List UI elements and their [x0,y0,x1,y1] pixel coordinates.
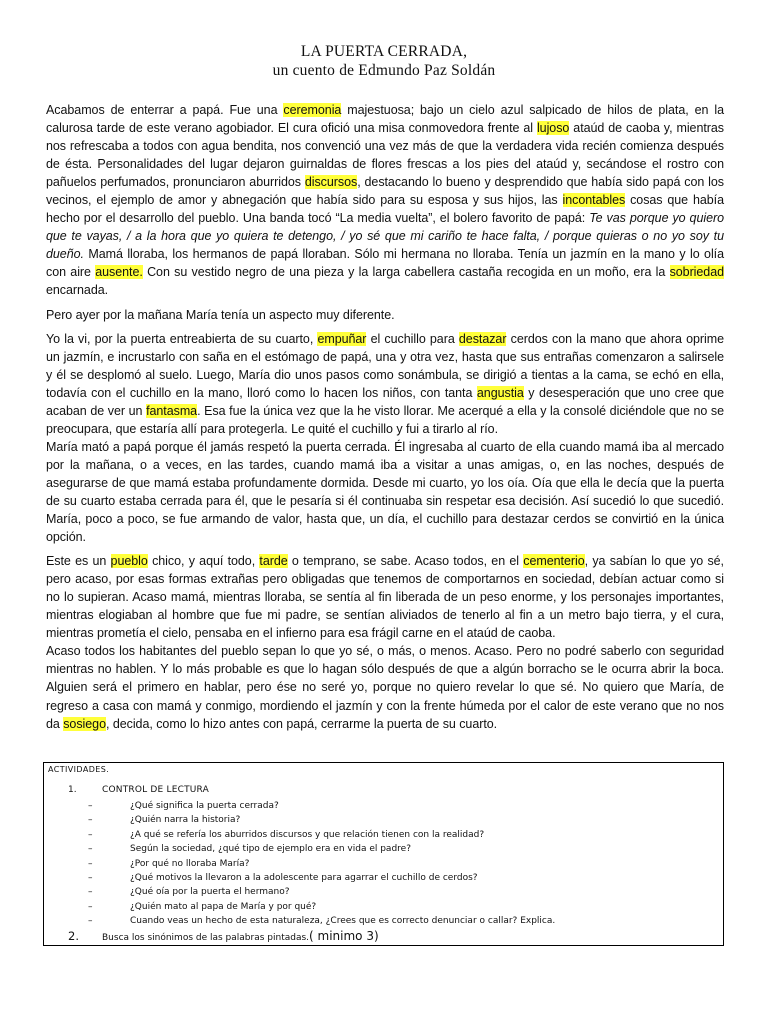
activities-label: ACTIVIDADES. [48,765,110,774]
highlighted-word: destazar [458,331,507,346]
text-segment: , ya sabían lo que yo sé, pero acaso, por esas formas extrañas pero obligadas que tenemos de comportarnos en sociedad, debían actuar como si no lo supieran. Acaso mamá, mientras lloraba, se sentía al fin liberada de un peso enorme, y los personajes importantes, mientras elogiaban al hombre que fue mi padre, se sentían aliviados de tenerlo al fin a un metro bajo tierra, y el cura, mientras prometía el cielo, pensaba en el infierno para esa frágil carne en el ataúd de caoba. [46,554,724,641]
text-segment: o temprano, se sabe. Acaso todos, en el [287,554,524,569]
highlighted-word: tarde [259,554,288,569]
item-2-note: ( minimo 3) [309,929,379,943]
text-segment: chico, y aquí todo, [147,554,260,569]
story-body [46,101,724,739]
question-text: ¿Qué motivos la llevaron a la adolescente para agarrar el cuchillo de cerdos? [130,872,478,883]
text-segment: el cuchillo para [366,331,459,346]
question-text: Según la sociedad, ¿qué tipo de ejemplo era en vida el padre? [130,844,411,855]
text-segment: cosas que había hecho por el desarrollo del pueblo. Una banda tocó “La media vuelta”, el bolero favorito de papá: [46,193,724,226]
highlighted-word: empuñar [317,331,367,346]
text-segment: majestuosa; bajo un cielo azul salpicado de hilos de plata, en la calurosa tarde de este verano agobiador. El cura ofició una misa conmovedora frente al [46,103,724,136]
text-segment: ataúd de caoba y, mientras nos refrescaba a todos con agua bendita, nos convenció una vez más de que la verdadera vida recién comienza después de ésta. Personalidades del lugar dejaron guirnaldas de flores frescas a los pies del ataúd y, secándose el rostro con pañuelos perfumados, pronunciaron aburridos [46,121,724,190]
bullet-dash: – [88,858,93,869]
highlighted-word: pueblo [110,554,148,569]
story-paragraph [46,330,724,438]
story-paragraph [46,438,724,546]
highlighted-word: sobriedad [669,265,725,280]
question-text: Cuando veas un hecho de esta naturaleza, ¿Crees que es correcto denunciar o callar? Explica. [130,916,556,927]
item-1-number: 1. [68,785,77,795]
bullet-dash: – [88,844,93,855]
text-segment: Pero ayer por la mañana María tenía un aspecto muy diferente. [46,307,395,322]
text-segment: cerdos con la mano que ahora oprime un jazmín, e incrustarlo con saña en el estómago de papá, una y otra vez, hasta que sus entrañas comenzaron a salirsele y él se desplomó al suelo. Luego, María dio unos pasos como sonámbula, se dirigió a tientas a la cama, se echó en ella, todavía con el cuchillo en la mano, lloró como lo hacen los niños, con tanta [46,331,724,400]
highlighted-word: cementerio [523,554,585,569]
text-segment: Este es un [46,554,111,569]
item-2-text: Busca los sinónimos de las palabras pintadas. [102,933,310,943]
story-paragraph [46,552,724,642]
bullet-dash: – [88,872,93,883]
activities-box [43,762,724,946]
question-text: ¿A qué se refería los aburridos discursos y que relación tienen con la realidad? [130,829,485,840]
story-paragraph [46,101,724,300]
question-item [88,842,555,856]
question-item [88,871,555,885]
text-segment: Yo la vi, por la puerta entreabierta de su cuarto, [46,331,318,346]
text-segment: María mató a papá porque él jamás respetó la puerta cerrada. Él ingresaba al cuarto de ella cuando mamá iba al mercado por la mañana, o a veces, en las tardes, cuando mamá iba a visitar a unas amigas, o, en las noches, después de asegurarse de que mamá estaba profundamente dormida. Desde mi cuarto, yo los oía. Oía que ella le decía que la puerta de su cuarto estaba cerrada para él, que le pesaría si él continuaba sin respetar esa decisión. Así sucedió lo que sucedió. María, poco a poco, se fue armando de valor, hasta que, un día, el cuchillo para destazar cerdos se convirtió en la única opción. [46,439,724,545]
highlighted-word: ceremonia [283,103,342,117]
question-text: ¿Qué oía por la puerta el hermano? [130,887,290,898]
highlighted-word: angustia [476,385,524,400]
item-2 [68,929,379,943]
item-2-number: 2. [68,929,79,943]
question-item [88,885,555,899]
text-segment: Acaso todos los habitantes del pueblo sepan lo que yo sé, o más, o menos. Acaso. Pero no podré saberlo con seguridad mientras no hablen. Y lo más probable es que lo hagan sólo después de que a algún borracho se le ocurra abrir la boca. Alguien será el primero en hablar, pero ése no seré yo, porque no quiero revelar lo que sé. No quiero que María, de regreso a casa con mamá y conmigo, mordiendo el jazmín y con la frente húmeda por el calor de este verano que no nos da [46,644,724,731]
bullet-dash: – [88,829,93,840]
text-segment: Mamá lloraba, los hermanos de papá lloraban. Sólo mi hermana no lloraba. Tenía un jazmín en la mano y lo olía con aire [46,247,724,280]
story-paragraph [46,306,724,324]
question-item [88,828,555,842]
question-item [88,799,555,813]
question-item [88,914,555,928]
question-item [88,857,555,871]
highlighted-word: lujoso [536,121,570,136]
question-text: ¿Quién narra la historia? [130,815,241,826]
text-segment: . Esa fue la única vez que la he visto llorar. Me acerqué a ella y la consolé diciéndole que no se preocupara, que estaría allí para protegerla. Le quité el cuchillo y fui a tirarlo al río. [46,403,724,436]
title-author: un cuento de Edmundo Paz Soldán [272,62,496,79]
song-lyrics: Te vas porque yo quiero que te vayas, / a la hora que yo quiera te detengo, / yo sé que mi cariño te hace falta, / porque quieras o no yo soy tu dueño. [46,211,724,262]
question-item [88,900,555,914]
text-segment: , decida, como lo hizo antes con papá, cerrarme la puerta de su cuarto. [105,716,498,731]
highlighted-word: sosiego [63,716,106,731]
title-main: LA PUERTA CERRADA, [300,43,468,60]
text-segment: encarnada. [46,283,109,298]
story-title [0,0,768,80]
highlighted-word: fantasma [146,403,198,418]
question-text: ¿Qué significa la puerta cerrada? [130,801,279,811]
reading-control-heading: CONTROL DE LECTURA [102,785,210,795]
bullet-dash: – [88,887,93,898]
bullet-dash: – [88,916,93,927]
text-segment: , destacando lo bueno y desprendido que había sido papá con los vecinos, el ejemplo de amor y abnegación que había sido para su esposa y sus hijos, las [46,175,724,208]
highlighted-word: incontables [562,193,626,208]
text-segment: Acabamos de enterrar a papá. Fue una [46,103,284,117]
highlighted-word: ausente. [95,265,143,280]
bullet-dash: – [88,815,93,826]
question-text: ¿Por qué no lloraba María? [130,858,250,869]
text-segment: Con su vestido negro de una pieza y la larga cabellera castaña recogida en un moño, era la [142,265,670,280]
bullet-dash: – [88,901,93,912]
highlighted-word: discursos [304,175,358,190]
question-text: ¿Quién mato al papa de María y por qué? [130,901,317,912]
text-segment: y desesperación que uno cree que acaban de ver un [46,385,724,418]
question-list [88,799,555,929]
story-paragraph [46,642,724,732]
bullet-dash: – [88,801,93,811]
question-item [88,813,555,827]
